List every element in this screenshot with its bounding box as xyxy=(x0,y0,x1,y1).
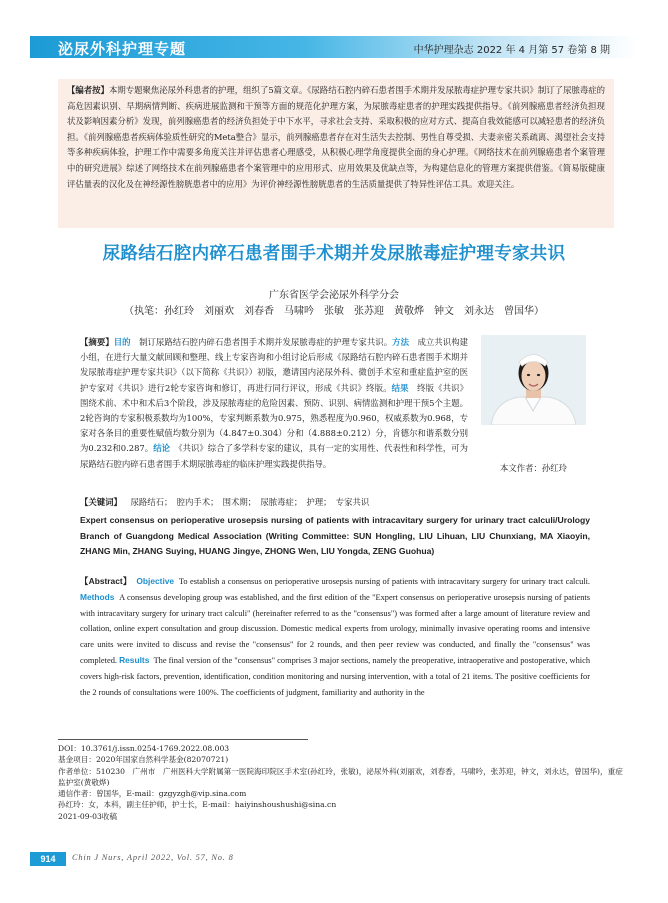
page-footer xyxy=(30,852,638,866)
en-results-text: The final version of the "consensus" comprises 3 major sections, namely the preoperative, intraoperative and postoperative, which covers high-risk factors, prevention, identification, condition monitoring and nursing intervention, with a total of 21 items. The positive coefficients for the 2 rounds of consultations were 100%. The coefficients of judgment, familiarity and authority in the xyxy=(80,655,591,697)
conclusion-text: 《共识》综合了多学科专家的建议，具有一定的实用性、代表性和科学性，可为尿路结石腔内碎石患者围手术期尿脓毒症的临床护理实践提供指导。 xyxy=(80,443,469,469)
results-label: 结果 xyxy=(391,382,409,393)
series-title: 泌尿外科护理专题 xyxy=(58,40,187,58)
footer-citation: Chin J Nurs, April 2022, Vol. 57, No. 8 xyxy=(72,853,234,862)
header-banner xyxy=(30,36,638,58)
en-results-label: Results xyxy=(119,654,150,665)
en-methods-text: A consensus developing group was established, and the first edition of the "Expert consensus on perioperative urosepsis nursing of patients with intracavitary surgery for urinary tract calculi" (hereinafter referred to as the "consensus") was formed after a large amount of literature review and collation, online expert consultation and group discussion. Domestic medical experts from urology, minimally invasive operating rooms and intensive care units were invited to discuss and revise the "consensus" for 2 rounds, and then peer review was conducted, and finally the "consensus" was completed. xyxy=(80,592,591,665)
methods-label: 方法 xyxy=(392,337,410,347)
en-methods-label: Methods xyxy=(80,591,115,602)
footnote-affiliation: 作者单位：510230 广州市 广州医科大学附属第一医院海印院区手术室(孙红玲，张敏)，泌尿外科(刘丽欢，刘春香，马啸吟，张苏迎，钟文，刘永达，曾国华)，重症监护室(黄敬烨) xyxy=(58,766,623,787)
objective-label: 目的 xyxy=(113,337,131,347)
abstract-label: 【摘要】 xyxy=(80,337,114,347)
footnote-divider xyxy=(58,739,308,740)
article-authors: （执笔：孙红玲 刘丽欢 刘春香 马啸吟 张敏 张苏迎 黄敬烨 钟文 刘永达 曾国华） xyxy=(124,306,544,317)
article-organization: 广东省医学会泌尿外科学分会 xyxy=(269,290,399,301)
results-text: 终版《共识》围绕术前、术中和术后3个阶段，涉及尿脓毒症的危险因素、预防、识别、病情监测和护理干预5个主题。2轮咨询的专家积极系数均为100%，专家判断系数为0.975，熟悉程度为0.960，权威系数为0.968，专家对各条目的重要性赋值均数分别为（4.847±0.304）分和（4.888±0.212）分，肯德尔和谐系数分别为0.232和0.287。 xyxy=(80,382,469,454)
editor-note-text: 本期专题聚焦泌尿外科患者的护理，组织了5篇文章。《尿路结石腔内碎石患者围手术期并发尿脓毒症护理专家共识》制订了尿脓毒症的高危因素识别、早期病情判断、疾病进展监测和干预等方面的规范化护理方案，为尿脓毒症患者的护理实践提供指导。《前列腺癌患者经济负担现状及影响因素分析》发现，前列腺癌患者的经济负担处于中下水平，寻求社会支持、采取积极的应对方式、提高自我效能感可以减轻患者的经济负担。《前列腺癌患者疾病体验质性研究的Meta整合》显示，前列腺癌患者存在对生活失去控制、男性自尊受损、夫妻亲密关系疏离、渴望社会支持等多种疾病体验，护理工作中需要多角度关注并评估患者心理感受，从积极心理学角度提供全面的身心护理。《网络技术在前列腺癌患者个案管理中的研究进展》综述了网络技术在前列腺癌患者个案管理中的应用形式、应用效果及优缺点等，为构建信息化的管理方案提供借鉴。《简易版健康评估量表的汉化及在神经源性膀胱患者中的应用》为评价神经源性膀胱患者的生活质量提供了特异性评估工具。欢迎关注。 xyxy=(67,85,605,189)
author-photo-caption: 本文作者：孙红玲 xyxy=(500,463,567,473)
article-title: 尿路结石腔内碎石患者围手术期并发尿脓毒症护理专家共识 xyxy=(102,244,566,264)
abstract-chinese xyxy=(80,335,468,472)
footnote-corresponding: 通信作者：曾国华，E-mail：gzgyzgh@vip.sina.com xyxy=(58,789,247,799)
author-photo xyxy=(481,335,586,425)
en-abstract-label: 【Abstract】 xyxy=(80,576,132,586)
footnote-received: 2021-09-03收稿 xyxy=(58,811,117,821)
footnote-doi: DOI：10.3761/j.issn.0254-1769.2022.08.003 xyxy=(58,744,230,753)
keywords xyxy=(80,496,600,508)
journal-info: 中华护理杂志 2022 年 4 月第 57 卷第 8 期 xyxy=(413,45,610,56)
objective-text: 制订尿路结石腔内碎石患者围手术期并发尿脓毒症的护理专家共识。 xyxy=(139,337,393,347)
footnote-funding: 基金项目：2020年国家自然科学基金(82070721) xyxy=(58,755,229,765)
en-objective-text: To establish a consensus on perioperative urosepsis nursing of patients with intracavitary surgery for urinary tract calculi. xyxy=(178,577,591,586)
conclusion-label: 结论 xyxy=(153,443,170,454)
keywords-label: 【关键词】 xyxy=(80,497,122,507)
editor-note-label: 【编者按】 xyxy=(67,85,109,95)
author-portrait-icon xyxy=(481,335,586,425)
en-objective-label: Objective xyxy=(136,576,175,586)
keywords-list: 尿路结石； 腔内手术； 围术期； 尿脓毒症； 护理； 专家共识 xyxy=(130,497,370,507)
editor-note xyxy=(58,79,614,228)
page-number: 914 xyxy=(30,852,66,866)
footnote-author: 孙红玲：女，本科，副主任护师，护士长，E-mail：haiyinshoushushi@sina.cn xyxy=(58,800,337,810)
abstract-english xyxy=(80,574,590,700)
methods-text: 成立共识构建小组，在进行大量文献回顾和整理、线上专家咨询和小组讨论后形成《尿路结石腔内碎石患者围手术期并发尿脓毒症护理专家共识》（以下简称《共识》）初版，邀请国内泌尿外科、微创手术室和重症监护室的医护专家对《共识》进行2轮专家咨询和修订，再进行同行评议，形成《共识》终版。 xyxy=(80,337,469,393)
english-title: Expert consensus on perioperative urosepsis nursing of patients with intracavitary surgery for urinary tract calculi/Urology Branch of Guangdong Medical Association (Writing Committee: SUN Hongling, LIU Lihuan, LIU Chunxiang, MA Xiaoyin, ZHANG Min, ZHANG Suying, HUANG Jingye, ZHONG Wen, LIU Yongda, ZENG Guohua) xyxy=(80,515,590,556)
footnotes xyxy=(58,743,628,822)
